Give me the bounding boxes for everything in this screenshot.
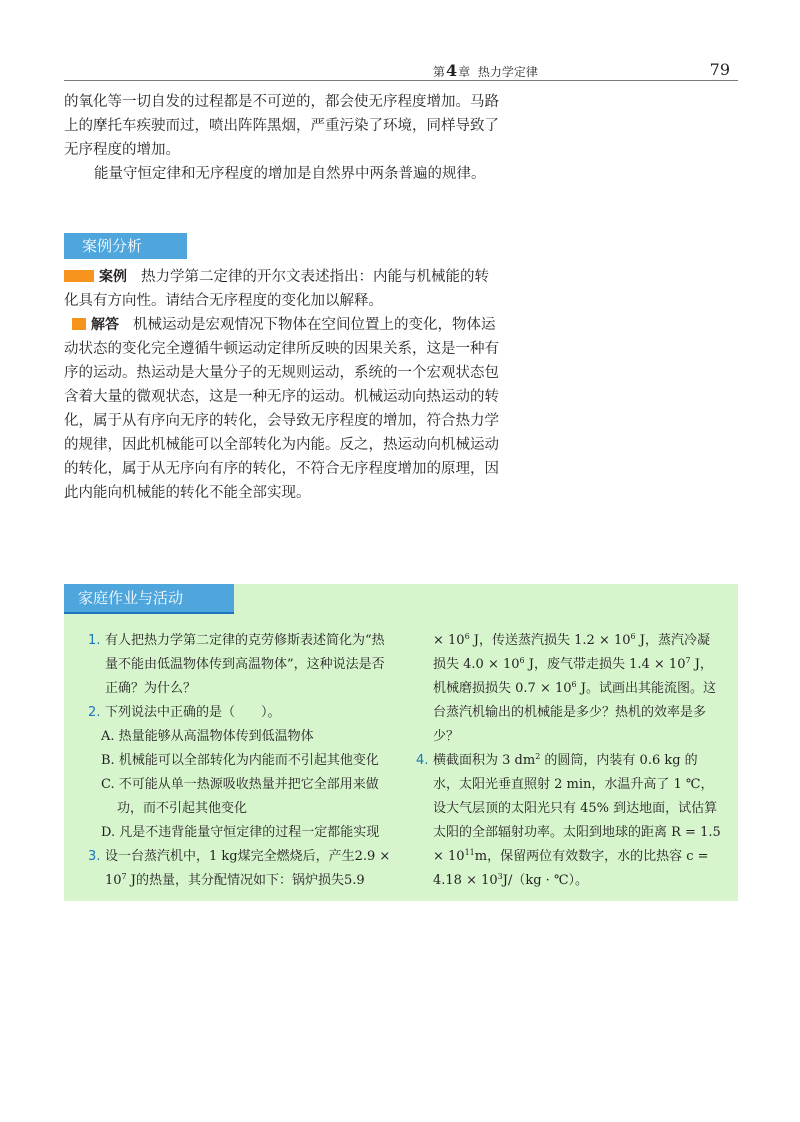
page-header xyxy=(64,62,738,80)
body-paragraph-2: 能量守恒定律和无序程度的增加是自然界中两条普遍的规律。 xyxy=(94,166,486,182)
question-4 xyxy=(416,749,721,893)
homework-title-underline xyxy=(64,612,234,614)
question-2-option-a: A. 热量能够从高温物体传到低温物体 xyxy=(101,729,314,744)
page-number: 79 xyxy=(709,60,730,79)
question-3-exp-g: 6 xyxy=(571,680,577,689)
question-3-exp-e: 6 xyxy=(519,656,525,665)
homework-left-column xyxy=(88,629,393,893)
case-example-tag: 案例 xyxy=(99,269,127,285)
question-1 xyxy=(88,629,393,701)
question-3-text-e: J，蒸汽冷凝损失 4.0 × 10 xyxy=(433,633,710,672)
question-1-number: 1. xyxy=(88,633,101,648)
question-3-exp-f: 7 xyxy=(685,656,691,665)
case-answer xyxy=(64,313,499,505)
question-3-exp-d: 6 xyxy=(630,632,636,641)
question-4-text-b: 的圆筒，内装有 0.6 kg 的水，太阳光垂直照射 2 min，水温升高了 1 ℃，设大气层顶的太阳光只有 45% 到达地面，试估算太阳的全部辐射功率。太阳到地球的距离 R = 1.5 × 10 xyxy=(433,753,721,864)
question-4-exp-b: 11 xyxy=(464,848,475,857)
question-3-exp-c: 6 xyxy=(464,632,470,641)
question-3-number: 3. xyxy=(88,849,101,864)
homework-box xyxy=(64,584,738,901)
question-2-number: 2. xyxy=(88,705,101,720)
question-3-text-b: J的热量，其分配情况如下：锅炉损失5.9 xyxy=(126,873,365,888)
chapter-prefix: 第 xyxy=(433,65,446,79)
chapter-number: 4 xyxy=(446,61,458,80)
body-paragraph-1: 的氧化等一切自发的过程都是不可逆的，都会使无序程度增加。马路上的摩托车疾驶而过，喷出阵阵黑烟，严重污染了环境，同样导致了无序程度的增加。 xyxy=(64,94,499,158)
question-2 xyxy=(88,701,393,725)
question-3-text-d: J，传送蒸汽损失 1.2 × 10 xyxy=(469,633,631,648)
case-example xyxy=(64,265,499,313)
question-3-text-f: J，废气带走损失 1.4 × 10 xyxy=(524,657,686,672)
question-3-text-h: J。试画出其能流图。这台蒸汽机输出的机械能是多少？热机的效率是多少？ xyxy=(433,681,716,744)
chapter-suffix: 章 xyxy=(458,65,471,79)
question-3-text-c: × 10 xyxy=(433,633,465,648)
question-2-text: 下列说法中正确的是（ ）。 xyxy=(105,705,281,720)
running-head-chapter xyxy=(433,62,538,81)
question-3-text-g: J，机械磨损损失 0.7 × 10 xyxy=(433,657,713,696)
case-analysis-banner: 案例分析 xyxy=(64,233,187,259)
question-3-continued xyxy=(416,629,721,749)
case-answer-tag: 解答 xyxy=(91,317,119,333)
orange-bar-marker xyxy=(64,270,94,282)
question-3-exp-a: 7 xyxy=(121,872,127,881)
question-2-option-c: C. 不可能从单一热源吸收热量并把它全部用来做功，而不引起其他变化 xyxy=(101,777,379,816)
question-4-text-a: 横截面积为 3 dm xyxy=(433,753,536,768)
question-4-text-d: J/（kg · ℃）。 xyxy=(502,873,588,888)
question-4-exp-c: 3 xyxy=(497,872,503,881)
question-2-option-d: D. 凡是不违背能量守恒定律的过程一定都能实现 xyxy=(101,825,380,840)
case-example-text: 热力学第二定律的开尔文表述指出：内能与机械能的转化具有方向性。请结合无序程度的变化加以解释。 xyxy=(64,269,489,309)
header-rule xyxy=(64,80,738,81)
orange-square-marker xyxy=(72,318,86,330)
question-2-option-b: B. 机械能可以全部转化为内能而不引起其他变化 xyxy=(101,753,379,768)
question-3 xyxy=(88,845,393,893)
question-1-text: 有人把热力学第二定律的克劳修斯表述简化为“热量不能由低温物体传到高温物体”，这种说法是否正确？为什么？ xyxy=(105,633,385,696)
chapter-title: 热力学定律 xyxy=(477,65,538,79)
question-3-text-a: 设一台蒸汽机中，1 kg煤完全燃烧后，产生2.9 × 10 xyxy=(105,849,391,888)
question-4-number: 4. xyxy=(416,753,429,768)
case-analysis-block xyxy=(64,265,499,505)
question-4-text-c: m，保留两位有效数字，水的比热容 c = 4.18 × 10 xyxy=(433,849,709,888)
case-answer-text: 机械运动是宏观情况下物体在空间位置上的变化，物体运动状态的变化完全遵循牛顿运动定律所反映的因果关系，这是一种有序的运动。热运动是大量分子的无规则运动，系统的一个宏观状态包含着大量的微观状态，这是一种无序的运动。机械运动向热运动的转化，属于从有序向无序的转化，会导致无序程度的增加，符合热力学的规律，因此机械能可以全部转化为内能。反之，热运动向机械运动的转化，属于从无序向有序的转化，不符合无序程度增加的原理，因此内能向机械能的转化不能全部实现。 xyxy=(64,317,499,501)
question-4-exp-a: 2 xyxy=(535,752,541,761)
homework-right-column xyxy=(416,629,721,893)
homework-title: 家庭作业与活动 xyxy=(64,584,234,612)
